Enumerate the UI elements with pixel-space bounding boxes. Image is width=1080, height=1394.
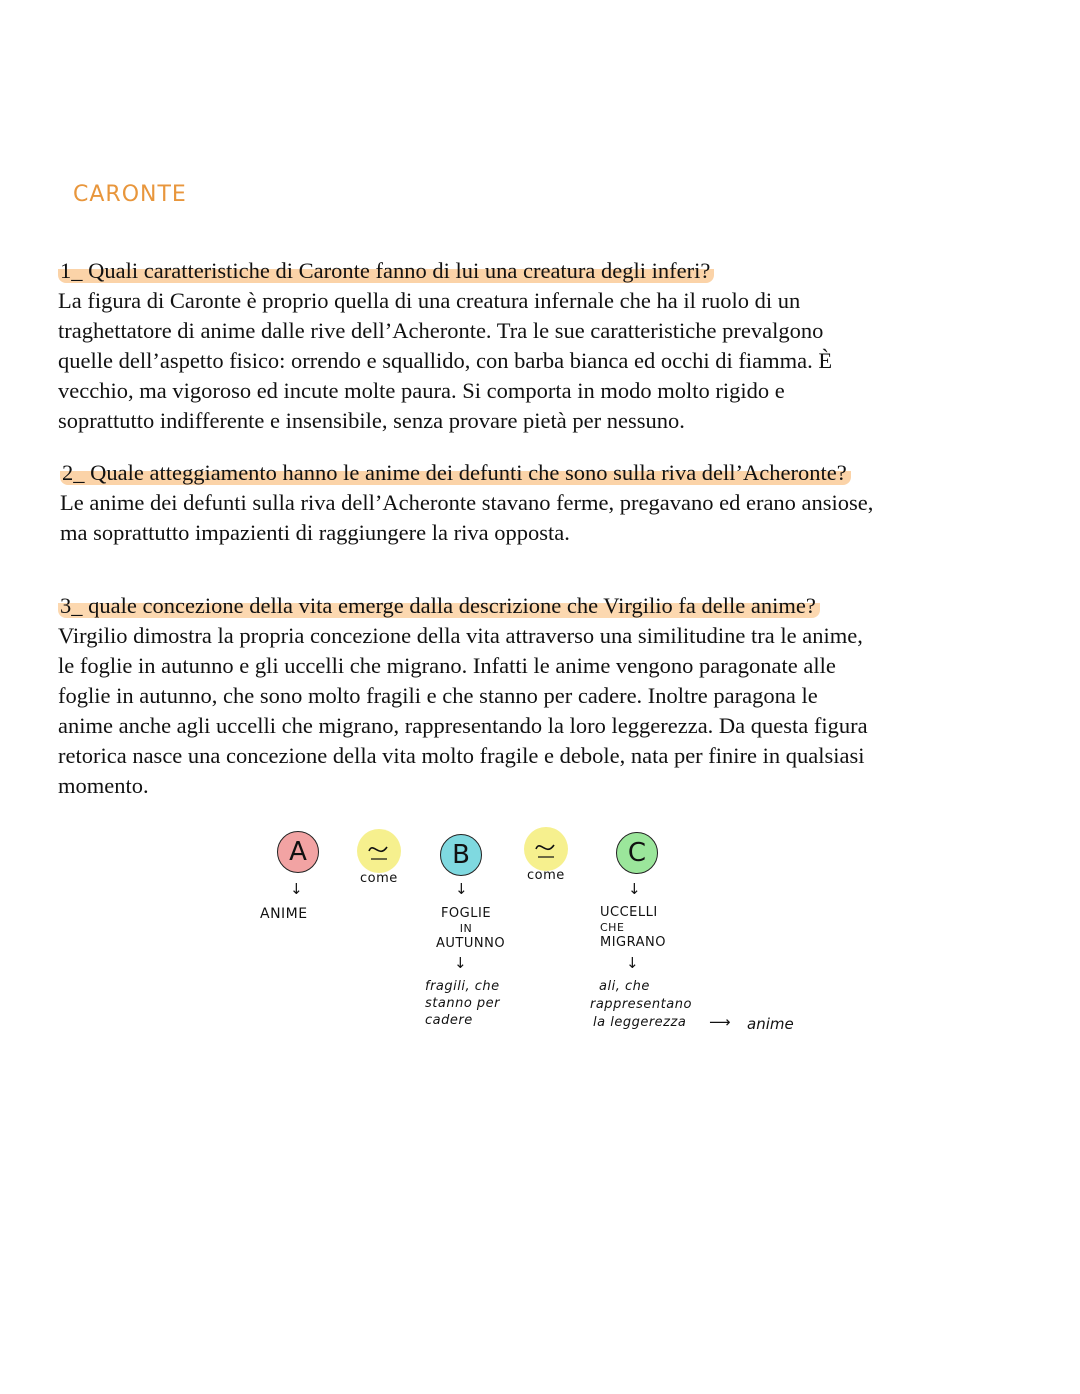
arrow-down-icon: ↓	[626, 954, 639, 972]
answer-1-line-1: La figura di Caronte è proprio quella di una creatura infernale che ha il ruolo di un	[58, 288, 801, 313]
come-label-1: come	[360, 871, 398, 886]
answer-3-line-3: foglie in autunno, che sono molto fragili e che stanno per cadere. Inoltre paragona le	[58, 683, 818, 708]
section-2	[60, 458, 1020, 548]
label-anime: ANIME	[260, 906, 308, 922]
answer-2-line-1: Le anime dei defunti sulla riva dell’Acheronte stavano ferme, pregavano ed erano ansiose,	[60, 490, 874, 515]
question-2: 2_ Quale atteggiamento hanno le anime dei defunti che sono sulla riva dell’Acheronte?	[60, 460, 851, 485]
circle-a: A	[277, 831, 319, 873]
label-uccelli-line-3: MIGRANO	[600, 935, 666, 950]
answer-1-line-5: soprattutto indifferente e insensibile, senza provare pietà per nessuno.	[58, 408, 685, 433]
arrow-down-icon: ↓	[290, 880, 303, 898]
answer-2-line-2: ma soprattutto impazienti di raggiungere la riva opposta.	[60, 520, 570, 545]
label-foglie-line-3: AUTUNNO	[436, 936, 506, 951]
answer-3-line-4: anime anche agli uccelli che migrano, rappresentando la loro leggerezza. Da questa figura	[58, 713, 868, 738]
answer-3-line-2: le foglie in autunno e gli uccelli che migrano. Infatti le anime vengono paragonate alle	[58, 653, 836, 678]
answer-3-line-6: momento.	[58, 773, 149, 798]
note-foglie-line-1: fragili, che	[425, 979, 500, 994]
come-label-2: come	[527, 868, 565, 883]
answer-1-line-2: traghettatore di anime dalle rive dell’Acheronte. Tra le sue caratteristiche prevalgono	[58, 318, 824, 343]
similarity-tilde-icon	[524, 827, 568, 871]
note-foglie	[425, 978, 500, 1029]
arrow-down-icon: ↓	[455, 880, 468, 898]
arrow-down-icon: ↓	[628, 880, 641, 898]
answer-1-line-3: quelle dell’aspetto fisico: orrendo e squallido, con barba bianca ed occhi di fiamma. È	[58, 348, 833, 373]
circle-b: B	[440, 834, 482, 876]
question-1: 1_ Quali caratteristiche di Caronte fanno di lui una creatura degli inferi?	[58, 258, 714, 283]
note-uccelli-line-3: la leggerezza	[593, 1015, 687, 1030]
label-uccelli-line-1: UCCELLI	[600, 905, 658, 920]
note-foglie-line-3: cadere	[425, 1013, 473, 1028]
arrow-down-icon: ↓	[454, 954, 467, 972]
label-foglie-line-1: FOGLIE	[440, 906, 492, 921]
note-uccelli-line-1: ali, che	[599, 979, 650, 994]
section-3	[58, 591, 1018, 801]
label-uccelli-line-2: CHE	[600, 921, 625, 934]
answer-3-line-5: retorica nasce una concezione della vita molto fragile e debole, nata per finire in qualsiasi	[58, 743, 865, 768]
answer-3-line-1: Virgilio dimostra la propria concezione della vita attraverso una similitudine tra le anime,	[58, 623, 863, 648]
label-foglie-line-2: IN	[459, 922, 473, 935]
section-1	[58, 256, 1018, 436]
answer-1-line-4: vecchio, ma vigoroso ed incute molte paura. Si comporta in modo molto rigido e	[58, 378, 785, 403]
note-uccelli	[590, 978, 692, 1032]
arrow-right-icon: ⟶	[709, 1013, 731, 1031]
note-foglie-line-2: stanno per	[425, 996, 500, 1011]
question-3: 3_ quale concezione della vita emerge dalla descrizione che Virgilio fa delle anime?	[58, 593, 820, 618]
note-uccelli-line-2: rappresentano	[590, 997, 692, 1012]
label-foglie	[436, 906, 506, 951]
circle-c: C	[616, 832, 658, 874]
label-uccelli	[600, 905, 666, 950]
page-title: CARONTE	[73, 182, 187, 207]
similarity-tilde-icon	[357, 829, 401, 873]
final-anime-label: anime	[747, 1015, 794, 1033]
